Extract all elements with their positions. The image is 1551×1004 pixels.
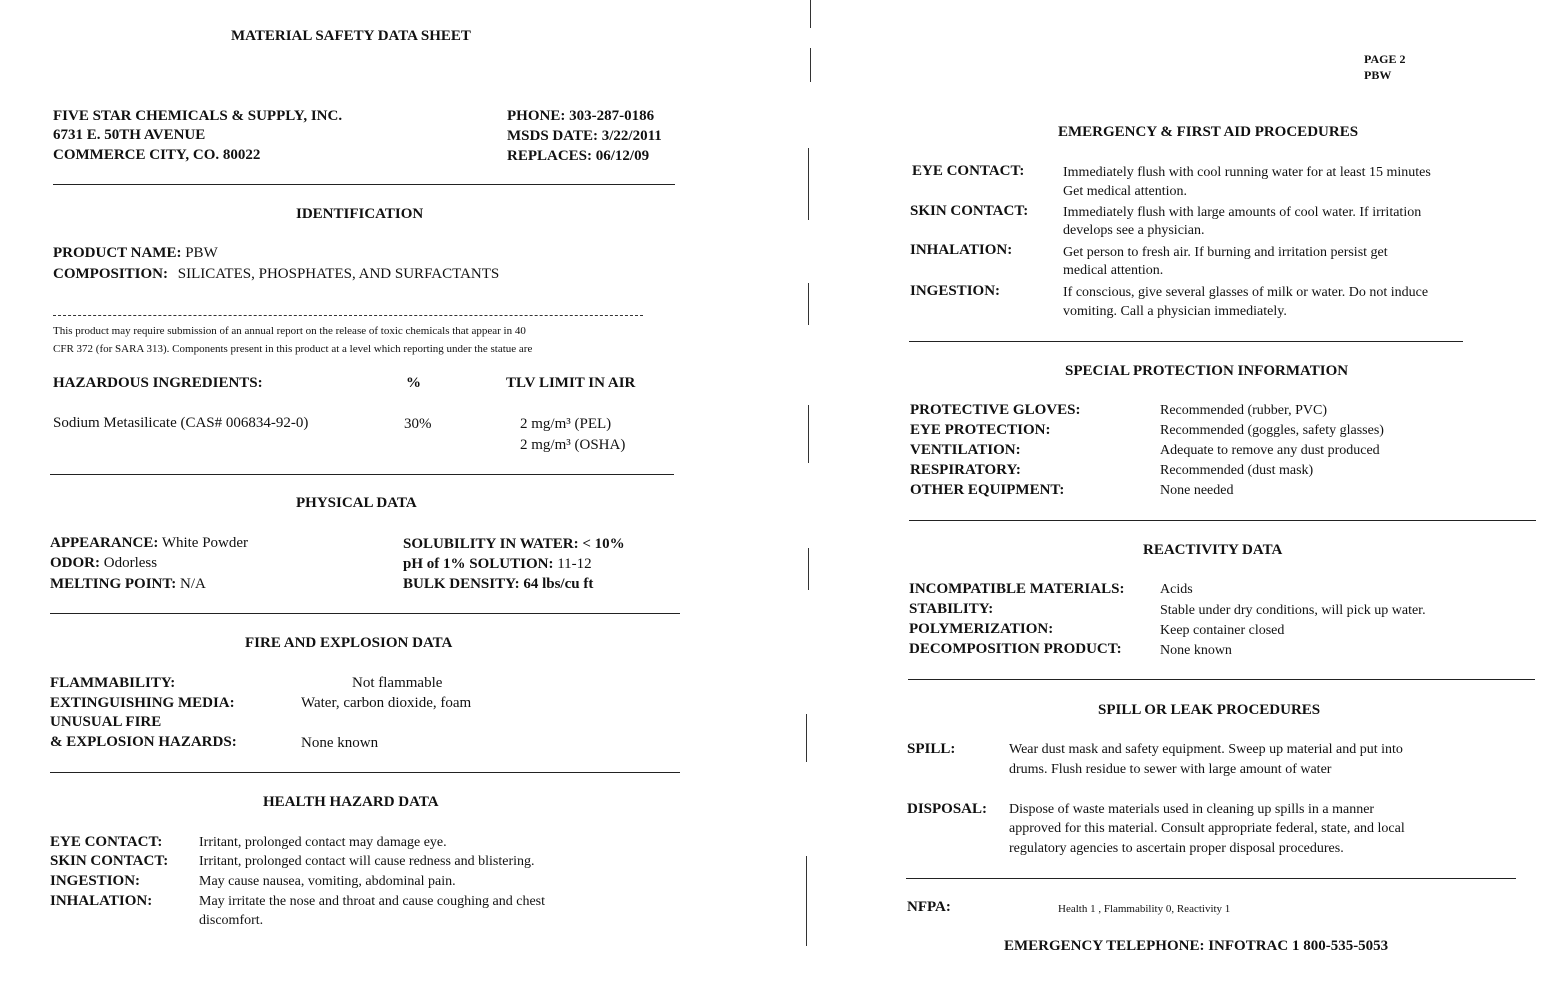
first-aid-eye-value-1: Immediately flush with cool running water for at least 15 minutes — [1063, 165, 1431, 180]
first-aid-skin-value-2: develops see a physician. — [1063, 223, 1205, 238]
first-aid-skin-label: SKIN CONTACT: — [910, 203, 1029, 219]
flammability-value: Not flammable — [352, 675, 443, 691]
polymerization-label: POLYMERIZATION: — [909, 621, 1054, 637]
emergency-telephone: EMERGENCY TELEPHONE: INFOTRAC 1 800-535-5053 — [1004, 938, 1389, 954]
unusual-hazards-label-2: & EXPLOSION HAZARDS: — [50, 734, 237, 750]
page-gutter-mark — [808, 548, 809, 590]
gloves-label: PROTECTIVE GLOVES: — [910, 402, 1081, 418]
nfpa-value: Health 1 , Flammability 0, Reactivity 1 — [1058, 903, 1231, 915]
first-aid-skin-value-1: Immediately flush with large amounts of cool water. If irritation — [1063, 205, 1422, 220]
divider — [906, 878, 1516, 879]
health-eye-label: EYE CONTACT: — [50, 834, 163, 850]
divider — [53, 184, 675, 185]
tlv-pel: 2 mg/m³ (PEL) — [520, 416, 612, 432]
stability-value: Stable under dry conditions, will pick up water. — [1160, 603, 1426, 618]
section-heading-spill: SPILL OR LEAK PROCEDURES — [1098, 702, 1321, 718]
composition-value: SILICATES, PHOSPHATES, AND SURFACTANTS — [177, 266, 500, 282]
solubility: SOLUBILITY IN WATER: < 10% — [403, 536, 625, 552]
divider — [909, 341, 1463, 342]
ventilation-value: Adequate to remove any dust produced — [1160, 443, 1380, 458]
company-name: FIVE STAR CHEMICALS & SUPPLY, INC. — [53, 108, 343, 124]
appearance-label: APPEARANCE: — [50, 535, 159, 551]
disposal-value-2: approved for this material. Consult appropriate federal, state, and local — [1009, 821, 1405, 836]
document-title: MATERIAL SAFETY DATA SHEET — [231, 28, 471, 44]
section-heading-reactivity: REACTIVITY DATA — [1143, 542, 1283, 558]
appearance-value: White Powder — [161, 535, 249, 551]
ph-label: pH of 1% SOLUTION: — [403, 556, 554, 572]
odor-label: ODOR: — [50, 555, 100, 571]
product-name-row — [53, 245, 218, 262]
divider — [50, 474, 674, 475]
hazardous-ingredients-header: HAZARDOUS INGREDIENTS: — [53, 375, 263, 391]
eye-protection-value: Recommended (goggles, safety glasses) — [1160, 423, 1384, 438]
composition-row — [53, 266, 499, 283]
other-equipment-value: None needed — [1160, 483, 1234, 498]
page-gutter-mark — [810, 48, 811, 82]
first-aid-eye-label: EYE CONTACT: — [912, 163, 1025, 179]
section-heading-emergency: EMERGENCY & FIRST AID PROCEDURES — [1058, 124, 1359, 140]
decomposition-label: DECOMPOSITION PRODUCT: — [909, 641, 1122, 657]
section-heading-identification: IDENTIFICATION — [296, 206, 424, 222]
tlv-header: TLV LIMIT IN AIR — [506, 375, 636, 391]
ventilation-label: VENTILATION: — [910, 442, 1021, 458]
divider — [50, 613, 680, 614]
sara-note-line-2: CFR 372 (for SARA 313). Components present in this product at a level which reporting under the statue are — [53, 343, 533, 355]
melting-point-value: N/A — [180, 576, 206, 592]
health-eye-value: Irritant, prolonged contact may damage eye. — [199, 835, 447, 850]
extinguishing-value: Water, carbon dioxide, foam — [301, 695, 472, 711]
respiratory-value: Recommended (dust mask) — [1160, 463, 1314, 478]
divider — [908, 679, 1535, 680]
stability-label: STABILITY: — [909, 601, 994, 617]
health-inhalation-label: INHALATION: — [50, 893, 153, 909]
page-gutter-mark — [808, 148, 809, 220]
unusual-hazards-label-1: UNUSUAL FIRE — [50, 714, 162, 730]
unusual-hazards-value: None known — [301, 735, 379, 751]
incompatible-label: INCOMPATIBLE MATERIALS: — [909, 581, 1125, 597]
page-product: PBW — [1364, 68, 1392, 82]
page-gutter-mark — [810, 0, 811, 28]
page-gutter-mark — [808, 283, 809, 325]
ingredient-percent: 30% — [404, 416, 432, 432]
section-heading-health: HEALTH HAZARD DATA — [263, 794, 439, 810]
section-heading-fire: FIRE AND EXPLOSION DATA — [245, 635, 453, 651]
company-phone: PHONE: 303-287-0186 — [507, 108, 655, 124]
flammability-label: FLAMMABILITY: — [50, 675, 176, 691]
melting-point-label: MELTING POINT: — [50, 576, 177, 592]
bulk-density: BULK DENSITY: 64 lbs/cu ft — [403, 576, 594, 592]
sara-note-line-1: This product may require submission of an annual report on the release of toxic chemicals that appear in 40 — [53, 325, 526, 337]
section-heading-physical: PHYSICAL DATA — [296, 495, 417, 511]
health-inhalation-value-2: discomfort. — [199, 913, 264, 928]
replaces-date: REPLACES: 06/12/09 — [507, 148, 650, 164]
first-aid-eye-value-2: Get medical attention. — [1063, 184, 1188, 199]
msds-date: MSDS DATE: 3/22/2011 — [507, 128, 662, 144]
disposal-value-1: Dispose of waste materials used in cleaning up spills in a manner — [1009, 802, 1375, 817]
percent-header: % — [406, 375, 421, 391]
health-ingestion-value: May cause nausea, vomiting, abdominal pain. — [199, 874, 456, 889]
odor-row — [50, 555, 157, 572]
page-number: PAGE 2 — [1364, 52, 1406, 66]
health-inhalation-value-1: May irritate the nose and throat and cause coughing and chest — [199, 894, 545, 909]
product-name-label: PRODUCT NAME: — [53, 245, 182, 261]
other-equipment-label: OTHER EQUIPMENT: — [910, 482, 1065, 498]
spill-value-1: Wear dust mask and safety equipment. Sweep up material and put into — [1009, 742, 1403, 757]
first-aid-inhalation-value-1: Get person to fresh air. If burning and irritation persist get — [1063, 245, 1388, 260]
health-ingestion-label: INGESTION: — [50, 873, 141, 889]
appearance-row — [50, 535, 248, 552]
first-aid-ingestion-value-2: vomiting. Call a physician immediately. — [1063, 304, 1287, 319]
health-skin-label: SKIN CONTACT: — [50, 853, 169, 869]
spill-value-2: drums. Flush residue to sewer with large amount of water — [1009, 762, 1332, 777]
health-skin-value: Irritant, prolonged contact will cause redness and blistering. — [199, 854, 535, 869]
company-address: 6731 E. 50TH AVENUE — [53, 127, 206, 143]
ph-value: 11-12 — [557, 556, 592, 572]
page-gutter-mark — [808, 405, 809, 463]
disposal-value-3: regulatory agencies to ascertain proper disposal procedures. — [1009, 841, 1344, 856]
ingredient-name: Sodium Metasilicate (CAS# 006834-92-0) — [53, 415, 309, 431]
gloves-value: Recommended (rubber, PVC) — [1160, 403, 1328, 418]
section-heading-protection: SPECIAL PROTECTION INFORMATION — [1065, 363, 1349, 379]
page-gutter-mark — [806, 856, 807, 946]
first-aid-inhalation-value-2: medical attention. — [1063, 263, 1164, 278]
respiratory-label: RESPIRATORY: — [910, 462, 1021, 478]
product-name-value: PBW — [185, 245, 218, 261]
divider — [50, 772, 680, 773]
divider — [909, 520, 1536, 521]
first-aid-ingestion-label: INGESTION: — [910, 283, 1001, 299]
odor-value: Odorless — [103, 555, 158, 571]
extinguishing-label: EXTINGUISHING MEDIA: — [50, 695, 235, 711]
melting-point-row — [50, 576, 206, 593]
composition-label: COMPOSITION: — [53, 266, 169, 282]
ph-row — [403, 556, 592, 573]
decomposition-value: None known — [1160, 643, 1232, 658]
eye-protection-label: EYE PROTECTION: — [910, 422, 1051, 438]
tlv-osha: 2 mg/m³ (OSHA) — [520, 437, 626, 453]
nfpa-label: NFPA: — [907, 899, 951, 915]
page-gutter-mark — [806, 714, 807, 762]
spill-label: SPILL: — [907, 741, 956, 757]
first-aid-ingestion-value-1: If conscious, give several glasses of milk or water. Do not induce — [1063, 285, 1429, 300]
dashed-divider — [53, 315, 643, 316]
polymerization-value: Keep container closed — [1160, 623, 1285, 638]
incompatible-value: Acids — [1160, 582, 1193, 597]
company-city: COMMERCE CITY, CO. 80022 — [53, 147, 261, 163]
first-aid-inhalation-label: INHALATION: — [910, 242, 1013, 258]
disposal-label: DISPOSAL: — [907, 801, 988, 817]
